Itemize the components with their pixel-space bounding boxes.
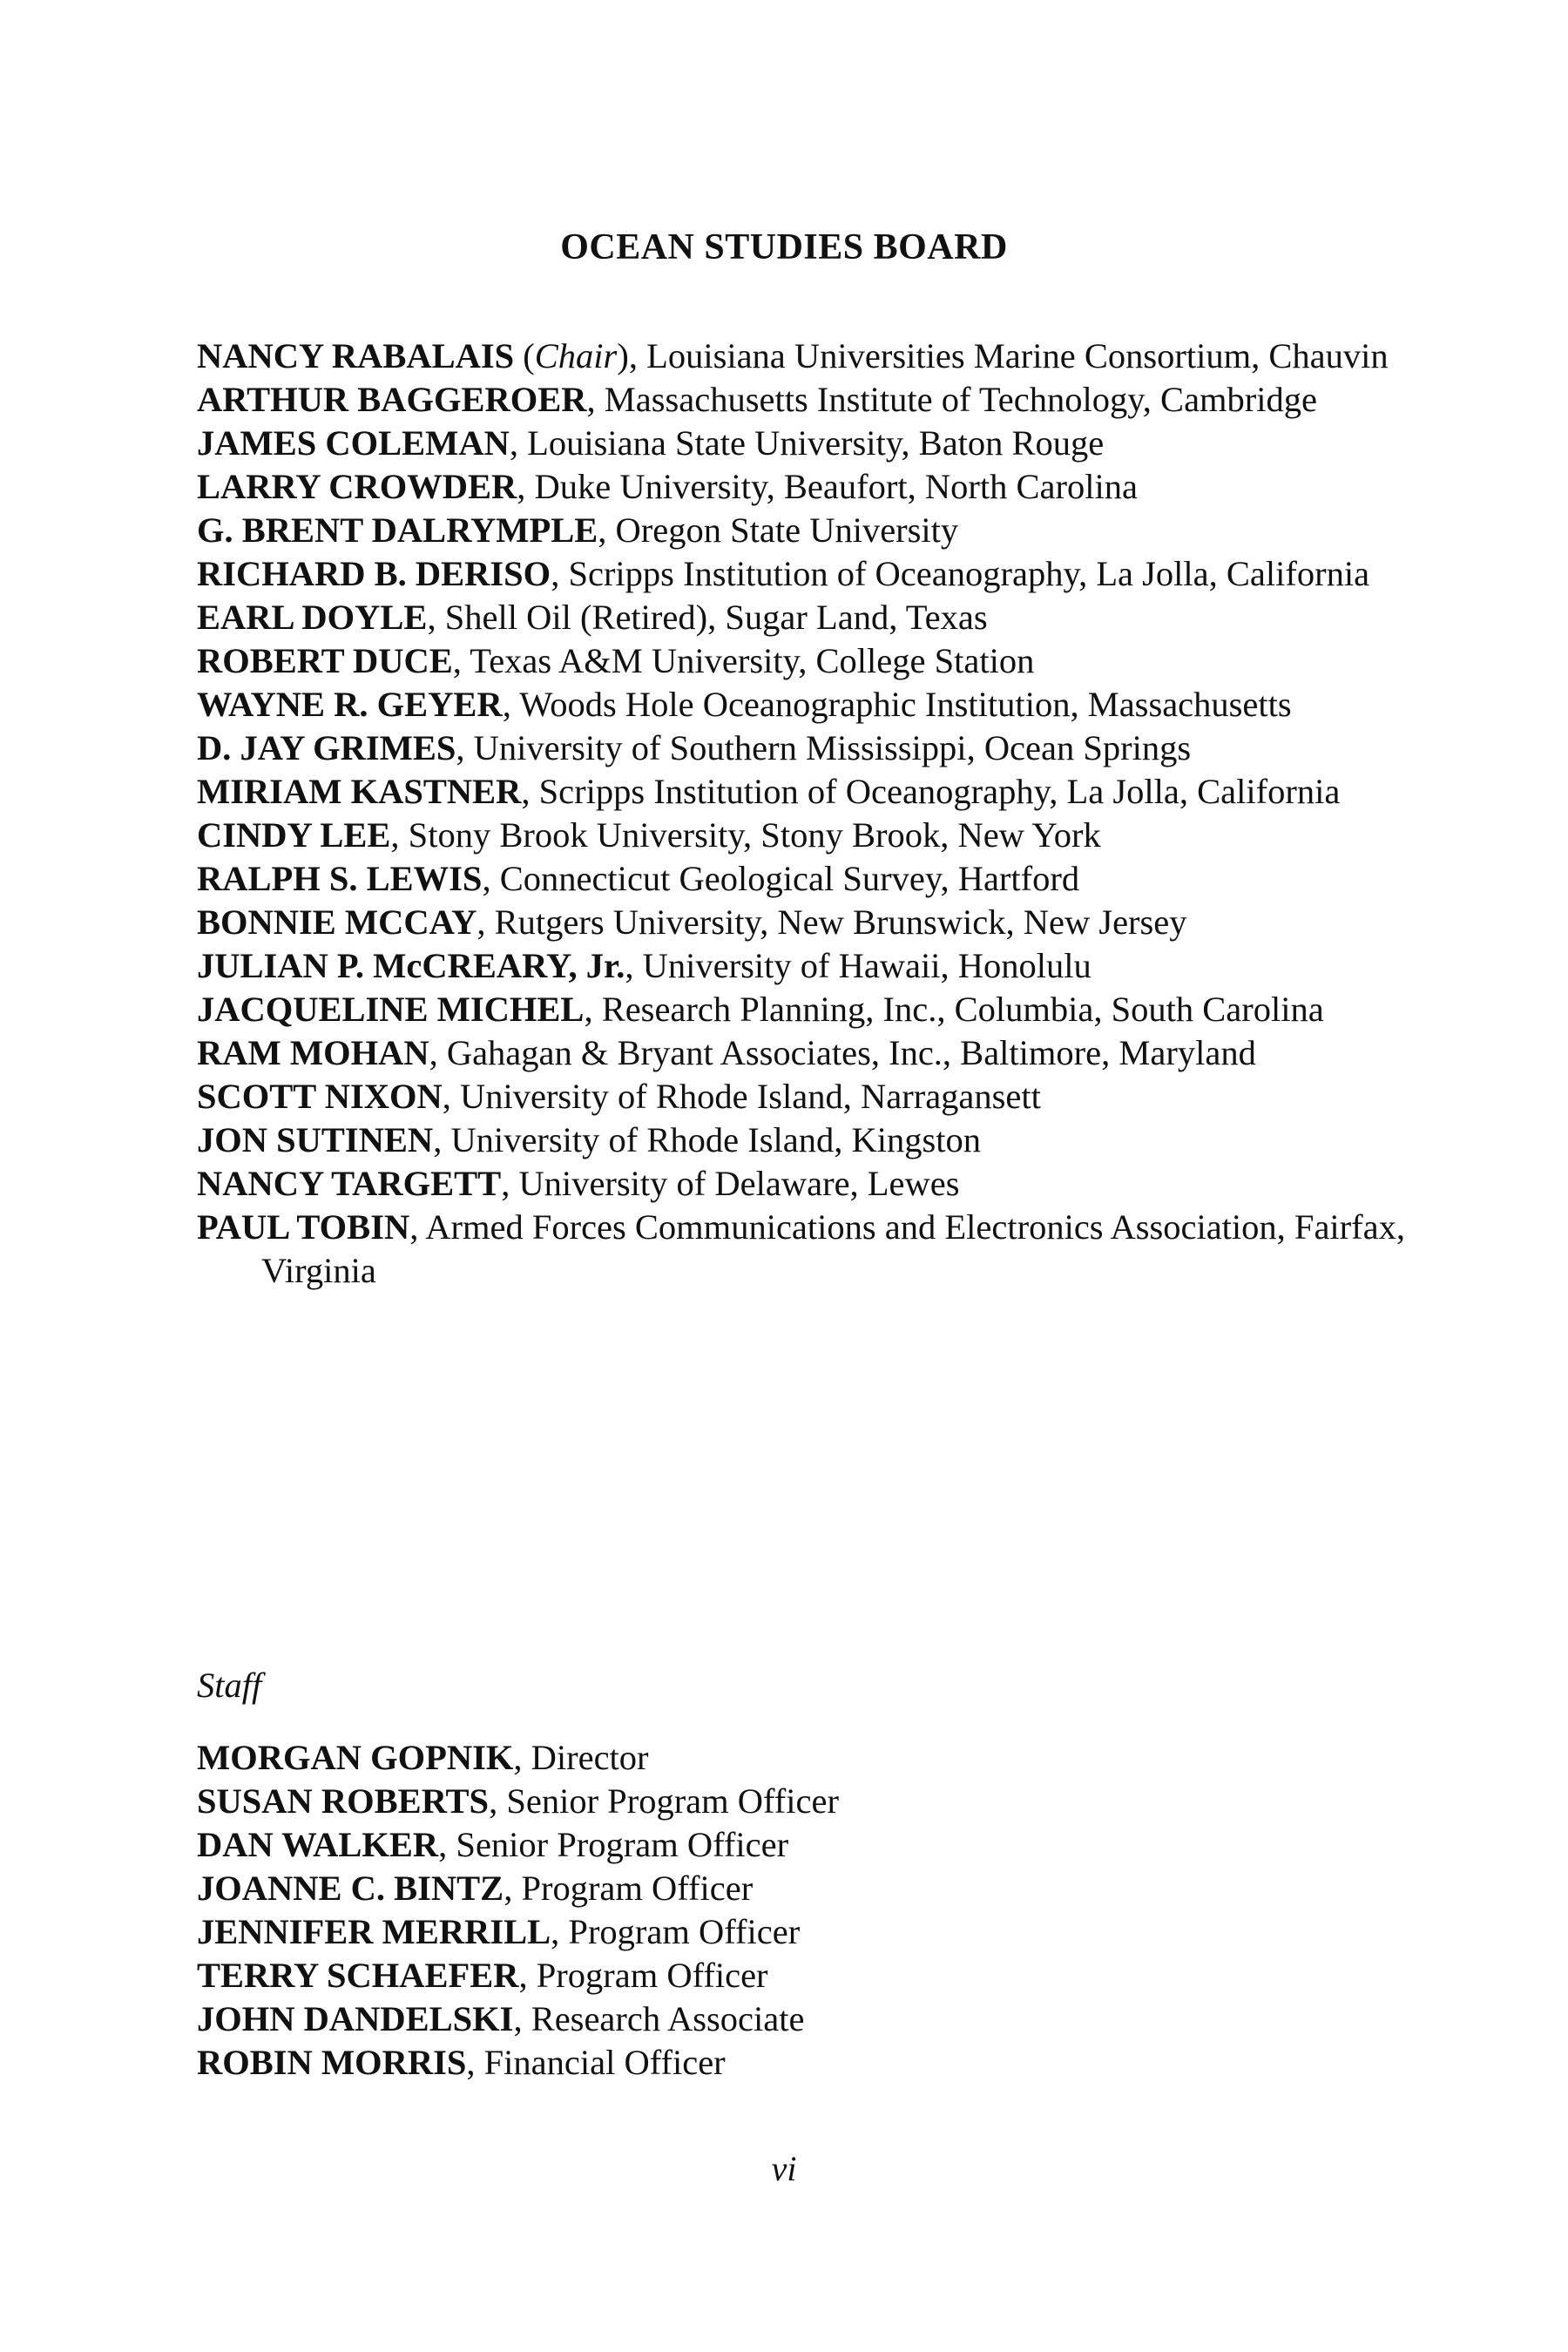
board-member-entry — [197, 552, 1416, 596]
person-name: BONNIE MCCAY — [197, 902, 477, 942]
person-affiliation: , Scripps Institution of Oceanography, La Jolla, California — [521, 772, 1341, 811]
person-name: JENNIFER MERRILL — [197, 1912, 551, 1951]
board-members-list — [197, 335, 1416, 1293]
person-affiliation: , Financial Officer — [466, 2043, 726, 2082]
person-affiliation: , Stony Brook University, Stony Brook, New York — [390, 815, 1101, 855]
board-member-entry — [197, 422, 1416, 465]
board-member-entry — [197, 857, 1416, 901]
person-name: JULIAN P. McCREARY, Jr. — [197, 946, 625, 985]
person-affiliation: , University of Delaware, Lewes — [501, 1164, 960, 1203]
board-member-entry — [197, 1031, 1416, 1075]
person-name: ROBERT DUCE — [197, 641, 453, 680]
staff-entry — [197, 1954, 1416, 1997]
person-name: JOHN DANDELSKI — [197, 1999, 514, 2038]
person-name: TERRY SCHAEFER — [197, 1956, 519, 1995]
person-name: DAN WALKER — [197, 1825, 439, 1864]
person-name: EARL DOYLE — [197, 598, 428, 637]
person-name: SCOTT NIXON — [197, 1077, 443, 1116]
page-number: vi — [771, 2149, 797, 2188]
person-affiliation: , Senior Program Officer — [489, 1781, 839, 1821]
person-affiliation: , Rutgers University, New Brunswick, New Jersey — [476, 902, 1187, 942]
person-affiliation: , Armed Forces Communications and Electronics Association, Fairfax, Virginia — [261, 1207, 1405, 1290]
person-name: G. BRENT DALRYMPLE — [197, 510, 598, 550]
person-affiliation: , Gahagan & Bryant Associates, Inc., Baltimore, Maryland — [429, 1033, 1256, 1072]
person-affiliation: , Program Officer — [504, 1869, 754, 1908]
staff-entry — [197, 1780, 1416, 1823]
person-affiliation: , University of Southern Mississippi, Ocean Springs — [456, 728, 1192, 767]
board-member-entry — [197, 901, 1416, 944]
person-affiliation: , University of Hawaii, Honolulu — [625, 946, 1092, 985]
person-affiliation: , Massachusetts Institute of Technology, Cambridge — [586, 380, 1318, 419]
person-affiliation: , Research Associate — [513, 1999, 805, 2038]
person-affiliation: , Connecticut Geological Survey, Hartford — [482, 859, 1080, 898]
board-member-entry — [197, 596, 1416, 639]
board-member-entry: NANCY RABALAIS (Chair), Louisiana Universities Marine Consortium, Chauvin — [197, 336, 1389, 375]
person-name: MORGAN GOPNIK — [197, 1738, 514, 1777]
person-name: MIRIAM KASTNER — [197, 772, 522, 811]
person-affiliation: , Shell Oil (Retired), Sugar Land, Texas — [427, 598, 988, 637]
board-member-entry — [197, 378, 1416, 422]
person-affiliation: , Duke University, Beaufort, North Carolina — [517, 467, 1138, 506]
board-member-entry — [197, 683, 1416, 727]
board-member-entry — [197, 1075, 1416, 1119]
person-affiliation: , Program Officer — [518, 1956, 768, 1995]
person-affiliation: , Director — [513, 1738, 649, 1777]
staff-entry — [197, 1823, 1416, 1867]
board-member-entry — [197, 814, 1416, 857]
staff-heading: Staff — [197, 1666, 262, 1705]
person-name: LARRY CROWDER — [197, 467, 517, 506]
person-role: Chair — [534, 336, 618, 375]
person-name: RALPH S. LEWIS — [197, 859, 483, 898]
person-affiliation: , Program Officer — [551, 1912, 801, 1951]
person-name: PAUL TOBIN — [197, 1207, 410, 1247]
page-title: OCEAN STUDIES BOARD — [560, 227, 1008, 267]
person-name: SUSAN ROBERTS — [197, 1781, 490, 1821]
board-member-entry — [197, 465, 1416, 509]
person-name: NANCY RABALAIS — [197, 336, 515, 375]
board-member-entry — [197, 509, 1416, 552]
person-name: JACQUELINE MICHEL — [197, 990, 585, 1029]
person-name: RICHARD B. DERISO — [197, 554, 551, 593]
staff-entry — [197, 1867, 1416, 1910]
person-name: ROBIN MORRIS — [197, 2043, 467, 2082]
person-name: JON SUTINEN — [197, 1120, 434, 1159]
staff-entry — [197, 1736, 1416, 1780]
staff-entry — [197, 1910, 1416, 1954]
staff-entry — [197, 1997, 1416, 2041]
person-name: JAMES COLEMAN — [197, 423, 510, 463]
person-affiliation: , Louisiana State University, Baton Rouge — [509, 423, 1105, 463]
person-affiliation: , University of Rhode Island, Kingston — [433, 1120, 982, 1159]
person-affiliation: , Oregon State University — [598, 510, 959, 550]
person-name: NANCY TARGETT — [197, 1164, 502, 1203]
board-member-entry — [197, 727, 1416, 770]
board-member-entry — [197, 944, 1416, 988]
board-member-entry — [197, 1119, 1416, 1162]
board-member-entry — [197, 1162, 1416, 1206]
board-member-entry — [197, 639, 1416, 683]
person-affiliation: , Research Planning, Inc., Columbia, South Carolina — [584, 990, 1324, 1029]
board-member-entry — [197, 770, 1416, 814]
person-name: RAM MOHAN — [197, 1033, 429, 1072]
person-name: WAYNE R. GEYER — [197, 685, 503, 724]
person-name: CINDY LEE — [197, 815, 391, 855]
person-affiliation: , Woods Hole Oceanographic Institution, Massachusetts — [502, 685, 1292, 724]
person-name: D. JAY GRIMES — [197, 728, 456, 767]
person-affiliation: , University of Rhode Island, Narragansett — [442, 1077, 1041, 1116]
person-affiliation: , Texas A&M University, College Station — [452, 641, 1035, 680]
staff-list — [197, 1736, 1416, 2085]
person-name: ARTHUR BAGGEROER — [197, 380, 587, 419]
person-affiliation: , Scripps Institution of Oceanography, La Jolla, California — [551, 554, 1370, 593]
person-affiliation: , Louisiana Universities Marine Consortium, Chauvin — [628, 336, 1389, 375]
person-affiliation: , Senior Program Officer — [438, 1825, 789, 1864]
board-member-entry — [197, 988, 1416, 1031]
staff-entry — [197, 2041, 1416, 2085]
board-member-entry — [197, 1206, 1416, 1293]
person-name: JOANNE C. BINTZ — [197, 1869, 504, 1908]
